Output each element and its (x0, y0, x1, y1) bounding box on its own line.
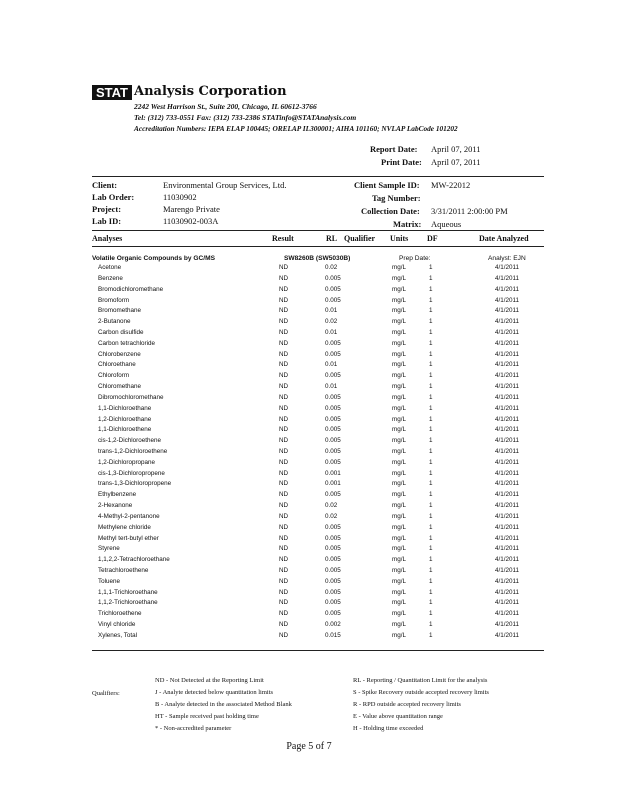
result-value: ND (279, 545, 289, 553)
units-value: mg/L (392, 502, 406, 509)
table-row (0, 405, 618, 416)
analyte-name: 2-Hexanone (98, 502, 133, 509)
company-address: 2242 West Harrison St., Suite 200, Chicago, IL 60612-3766 (134, 102, 317, 111)
analyte-name: 1,1,1-Trichloroethane (98, 588, 158, 596)
rl-value: 0.02 (325, 318, 338, 326)
result-value: ND (279, 328, 289, 336)
df-value: 1 (429, 383, 433, 390)
result-value: ND (279, 426, 289, 434)
qualifier-left-3: B - Analyte detected in the associated Method Blank (155, 701, 292, 708)
units-value: mg/L (392, 372, 406, 380)
units-value: mg/L (392, 545, 406, 553)
rl-value: 0.005 (325, 426, 341, 434)
df-value: 1 (429, 577, 433, 585)
client-sample-value: MW-22012 (431, 180, 471, 190)
df-value: 1 (429, 328, 433, 336)
table-row (0, 599, 618, 610)
date-analyzed-value: 4/1/2011 (495, 437, 520, 445)
rl-value: 0.01 (325, 361, 338, 369)
table-row (0, 351, 618, 362)
table-row (0, 264, 618, 275)
date-analyzed-value: 4/1/2011 (495, 577, 520, 585)
print-date: April 07, 2011 (431, 157, 481, 167)
header-top-rule (92, 176, 544, 177)
analyte-name: trans-1,2-Dichloroethene (98, 447, 168, 455)
analyte-name: 2-Butanone (98, 318, 131, 326)
rl-value: 0.005 (325, 610, 341, 618)
result-value: ND (279, 393, 289, 401)
date-analyzed-value: 4/1/2011 (495, 404, 520, 412)
df-value: 1 (429, 599, 433, 607)
units-value: mg/L (392, 610, 406, 618)
df-value: 1 (429, 491, 433, 499)
df-value: 1 (429, 264, 433, 271)
lab-id-label: Lab ID: (92, 216, 122, 226)
df-value: 1 (429, 469, 433, 477)
date-analyzed-value: 4/1/2011 (495, 447, 520, 455)
df-value: 1 (429, 512, 433, 520)
col-qualifier: Qualifier (344, 234, 376, 243)
date-analyzed-value: 4/1/2011 (495, 545, 520, 553)
analyte-name: 1,1-Dichloroethane (98, 404, 152, 412)
header-mid-rule (92, 230, 544, 231)
result-value: ND (279, 339, 289, 347)
date-analyzed-value: 4/1/2011 (495, 458, 520, 466)
df-value: 1 (429, 361, 433, 369)
rl-value: 0.005 (325, 534, 341, 542)
df-value: 1 (429, 437, 433, 445)
col-date-analyzed: Date Analyzed (479, 234, 529, 243)
result-value: ND (279, 383, 289, 390)
date-analyzed-value: 4/1/2011 (495, 264, 520, 271)
analyte-name: 1,2-Dichloroethane (98, 415, 152, 423)
table-row (0, 318, 618, 329)
lab-order-value: 11030902 (163, 192, 197, 202)
df-value: 1 (429, 426, 433, 434)
result-value: ND (279, 577, 289, 585)
date-analyzed-value: 4/1/2011 (495, 383, 520, 390)
date-analyzed-value: 4/1/2011 (495, 491, 520, 499)
analyte-name: Ethylbenzene (98, 491, 137, 499)
date-analyzed-value: 4/1/2011 (495, 307, 520, 315)
units-value: mg/L (392, 404, 406, 412)
result-value: ND (279, 458, 289, 466)
result-value: ND (279, 318, 289, 326)
units-value: mg/L (392, 318, 406, 326)
df-value: 1 (429, 545, 433, 553)
units-value: mg/L (392, 523, 406, 531)
rl-value: 0.005 (325, 545, 341, 553)
df-value: 1 (429, 350, 433, 358)
table-row (0, 437, 618, 448)
rl-value: 0.001 (325, 480, 341, 488)
df-value: 1 (429, 318, 433, 326)
collection-date-value: 3/31/2011 2:00:00 PM (431, 206, 508, 216)
df-value: 1 (429, 372, 433, 380)
df-value: 1 (429, 339, 433, 347)
analyte-name: 1,1,2,2-Tetrachloroethane (98, 556, 170, 564)
analyte-name: Chloroethane (98, 361, 136, 369)
rl-value: 0.005 (325, 458, 341, 466)
result-value: ND (279, 599, 289, 607)
table-row (0, 297, 618, 308)
qualifier-left-4: HT - Sample received past holding time (155, 713, 259, 720)
table-row (0, 621, 618, 632)
project-value: Marengo Private (163, 204, 220, 214)
result-value: ND (279, 447, 289, 455)
col-rl: RL (326, 234, 338, 243)
units-value: mg/L (392, 264, 406, 271)
analyte-name: Methyl tert-butyl ether (98, 534, 159, 542)
table-row (0, 567, 618, 578)
table-row (0, 394, 618, 405)
qualifiers-label: Qualifiers: (92, 690, 120, 697)
table-row (0, 632, 618, 643)
analyte-name: Chlorobenzene (98, 350, 141, 358)
table-row (0, 329, 618, 340)
method-group: Volatile Organic Compounds by GC/MS (92, 255, 215, 262)
table-row (0, 383, 618, 394)
table-row (0, 416, 618, 427)
result-value: ND (279, 415, 289, 423)
stat-logo: STAT (92, 85, 132, 100)
df-value: 1 (429, 415, 433, 423)
units-value: mg/L (392, 556, 406, 564)
qualifier-right-2: S - Spike Recovery outside accepted recovery limits (353, 689, 489, 696)
date-analyzed-value: 4/1/2011 (495, 567, 520, 574)
result-value: ND (279, 491, 289, 499)
units-value: mg/L (392, 285, 406, 293)
units-value: mg/L (392, 296, 406, 304)
result-value: ND (279, 264, 289, 271)
units-value: mg/L (392, 599, 406, 607)
result-value: ND (279, 285, 289, 293)
rl-value: 0.005 (325, 393, 341, 401)
df-value: 1 (429, 621, 433, 629)
date-analyzed-value: 4/1/2011 (495, 502, 520, 509)
table-row (0, 502, 618, 513)
analyte-name: Bromodichloromethane (98, 285, 164, 293)
date-analyzed-value: 4/1/2011 (495, 469, 520, 477)
rl-value: 0.005 (325, 447, 341, 455)
date-analyzed-value: 4/1/2011 (495, 512, 520, 520)
rl-value: 0.005 (325, 296, 341, 304)
table-row (0, 480, 618, 491)
rl-value: 0.002 (325, 621, 341, 629)
units-value: mg/L (392, 361, 406, 369)
analyte-name: Xylenes, Total (98, 631, 138, 639)
units-value: mg/L (392, 631, 406, 639)
df-value: 1 (429, 502, 433, 509)
tag-number-label: Tag Number: (372, 193, 421, 203)
lab-order-label: Lab Order: (92, 192, 135, 202)
analyte-name: trans-1,3-Dichloropropene (98, 480, 172, 488)
rl-value: 0.005 (325, 415, 341, 423)
df-value: 1 (429, 404, 433, 412)
date-analyzed-value: 4/1/2011 (495, 393, 520, 401)
units-value: mg/L (392, 339, 406, 347)
rl-value: 0.005 (325, 437, 341, 445)
table-row (0, 513, 618, 524)
result-value: ND (279, 631, 289, 639)
analyte-name: Styrene (98, 545, 120, 553)
analyte-name: 1,1,2-Trichloroethane (98, 599, 158, 607)
rl-value: 0.005 (325, 577, 341, 585)
client-label: Client: (92, 180, 118, 190)
result-value: ND (279, 621, 289, 629)
table-row (0, 361, 618, 372)
rl-value: 0.005 (325, 372, 341, 380)
report-date-label: Report Date: (370, 144, 418, 154)
df-value: 1 (429, 274, 433, 282)
table-row (0, 448, 618, 459)
df-value: 1 (429, 588, 433, 596)
rl-value: 0.005 (325, 523, 341, 531)
units-value: mg/L (392, 577, 406, 585)
table-row (0, 610, 618, 621)
qualifier-right-4: E - Value above quantitation range (353, 713, 443, 720)
qualifier-right-3: R - RPD outside accepted recovery limits (353, 701, 461, 708)
qualifier-left-1: ND - Not Detected at the Reporting Limit (155, 677, 264, 684)
analyte-name: Carbon tetrachloride (98, 339, 156, 347)
date-analyzed-value: 4/1/2011 (495, 350, 520, 358)
analyte-name: Chloroform (98, 372, 130, 380)
table-row (0, 535, 618, 546)
client-value: Environmental Group Services, Ltd. (163, 180, 287, 190)
rl-value: 0.01 (325, 328, 338, 336)
rl-value: 0.005 (325, 599, 341, 607)
analyst: Analyst: EJN (488, 255, 526, 262)
result-value: ND (279, 350, 289, 358)
df-value: 1 (429, 523, 433, 531)
units-value: mg/L (392, 534, 406, 542)
rl-value: 0.005 (325, 274, 341, 282)
units-value: mg/L (392, 393, 406, 401)
df-value: 1 (429, 307, 433, 315)
date-analyzed-value: 4/1/2011 (495, 621, 520, 629)
report-date: April 07, 2011 (431, 144, 481, 154)
analyte-name: 4-Methyl-2-pentanone (98, 512, 160, 520)
analyte-name: Bromomethane (98, 307, 142, 315)
result-value: ND (279, 361, 289, 369)
rl-value: 0.005 (325, 339, 341, 347)
result-value: ND (279, 588, 289, 596)
rl-value: 0.005 (325, 491, 341, 499)
analyte-name: Bromoform (98, 296, 130, 304)
date-analyzed-value: 4/1/2011 (495, 556, 520, 564)
print-date-label: Print Date: (381, 157, 422, 167)
units-value: mg/L (392, 588, 406, 596)
rl-value: 0.005 (325, 404, 341, 412)
analyte-name: Toluene (98, 577, 121, 585)
result-value: ND (279, 469, 289, 477)
analyte-name: Vinyl chloride (98, 621, 136, 629)
units-value: mg/L (392, 274, 406, 282)
date-analyzed-value: 4/1/2011 (495, 480, 520, 488)
table-row (0, 426, 618, 437)
date-analyzed-value: 4/1/2011 (495, 599, 520, 607)
result-value: ND (279, 404, 289, 412)
result-value: ND (279, 372, 289, 380)
company-contact: Tel: (312) 733-0551 Fax: (312) 733-2386 STATinfo@STATAnalysis.com (134, 113, 357, 122)
rl-value: 0.01 (325, 383, 338, 390)
date-analyzed-value: 4/1/2011 (495, 415, 520, 423)
page-number: Page 5 of 7 (286, 741, 332, 752)
date-analyzed-value: 4/1/2011 (495, 631, 520, 639)
date-analyzed-value: 4/1/2011 (495, 339, 520, 347)
rl-value: 0.005 (325, 556, 341, 564)
col-analyses: Analyses (92, 234, 123, 243)
rl-value: 0.005 (325, 350, 341, 358)
analyte-name: Chloromethane (98, 383, 142, 390)
rl-value: 0.005 (325, 567, 341, 574)
project-label: Project: (92, 204, 122, 214)
company-name: Analysis Corporation (134, 84, 287, 99)
df-value: 1 (429, 285, 433, 293)
units-value: mg/L (392, 447, 406, 455)
units-value: mg/L (392, 426, 406, 434)
prep-date: Prep Date: (399, 255, 431, 262)
matrix-label: Matrix: (393, 219, 422, 229)
matrix-value: Aqueous (431, 219, 462, 229)
rl-value: 0.01 (325, 307, 338, 315)
df-value: 1 (429, 610, 433, 618)
collection-date-label: Collection Date: (361, 206, 420, 216)
rl-value: 0.02 (325, 264, 338, 271)
units-value: mg/L (392, 480, 406, 488)
units-value: mg/L (392, 458, 406, 466)
analyte-name: Benzene (98, 274, 123, 282)
table-row (0, 286, 618, 297)
analyte-name: Tetrachloroethene (98, 567, 149, 574)
table-row (0, 491, 618, 502)
table-row (0, 307, 618, 318)
result-value: ND (279, 523, 289, 531)
units-value: mg/L (392, 415, 406, 423)
units-value: mg/L (392, 469, 406, 477)
units-value: mg/L (392, 307, 406, 315)
rl-value: 0.02 (325, 502, 338, 509)
analyte-name: Carbon disulfide (98, 328, 144, 336)
col-units: Units (390, 234, 409, 243)
analyte-name: Methylene chloride (98, 523, 151, 531)
date-analyzed-value: 4/1/2011 (495, 274, 520, 282)
date-analyzed-value: 4/1/2011 (495, 523, 520, 531)
result-value: ND (279, 296, 289, 304)
analyte-name: 1,1-Dichloroethene (98, 426, 152, 434)
units-value: mg/L (392, 350, 406, 358)
table-row (0, 589, 618, 600)
table-header-rule (92, 246, 544, 247)
analyte-name: Trichloroethene (98, 610, 142, 618)
method-code: SW8260B (SW5030B) (284, 255, 351, 262)
result-value: ND (279, 610, 289, 618)
date-analyzed-value: 4/1/2011 (495, 534, 520, 542)
date-analyzed-value: 4/1/2011 (495, 328, 520, 336)
table-row (0, 459, 618, 470)
df-value: 1 (429, 393, 433, 401)
col-df: DF (427, 234, 438, 243)
table-row (0, 524, 618, 535)
result-value: ND (279, 567, 289, 574)
result-value: ND (279, 512, 289, 520)
accreditation-numbers: Accreditation Numbers: IEPA ELAP 100445; ORELAP IL300001; AIHA 101160; NVLAP LabCode 101202 (134, 124, 458, 133)
result-value: ND (279, 556, 289, 564)
date-analyzed-value: 4/1/2011 (495, 296, 520, 304)
date-analyzed-value: 4/1/2011 (495, 426, 520, 434)
df-value: 1 (429, 480, 433, 488)
df-value: 1 (429, 567, 433, 574)
analyte-name: cis-1,2-Dichloroethene (98, 437, 161, 445)
table-row (0, 275, 618, 286)
units-value: mg/L (392, 491, 406, 499)
rl-value: 0.005 (325, 285, 341, 293)
table-row (0, 372, 618, 383)
result-value: ND (279, 502, 289, 509)
table-row (0, 556, 618, 567)
qualifier-right-1: RL - Reporting / Quantitation Limit for the analysis (353, 677, 488, 684)
lab-id-value: 11030902-003A (163, 216, 219, 226)
date-analyzed-value: 4/1/2011 (495, 361, 520, 369)
footer-rule (92, 650, 544, 651)
result-value: ND (279, 307, 289, 315)
rl-value: 0.001 (325, 469, 341, 477)
df-value: 1 (429, 556, 433, 564)
df-value: 1 (429, 447, 433, 455)
date-analyzed-value: 4/1/2011 (495, 372, 520, 380)
table-row (0, 545, 618, 556)
analyte-name: Dibromochloromethane (98, 393, 164, 401)
date-analyzed-value: 4/1/2011 (495, 610, 520, 618)
result-value: ND (279, 274, 289, 282)
date-analyzed-value: 4/1/2011 (495, 318, 520, 326)
units-value: mg/L (392, 437, 406, 445)
rl-value: 0.015 (325, 631, 341, 639)
units-value: mg/L (392, 621, 406, 629)
result-value: ND (279, 437, 289, 445)
units-value: mg/L (392, 512, 406, 520)
df-value: 1 (429, 631, 433, 639)
units-value: mg/L (392, 328, 406, 336)
rl-value: 0.005 (325, 588, 341, 596)
date-analyzed-value: 4/1/2011 (495, 285, 520, 293)
qualifier-right-5: H - Holding time exceeded (353, 725, 424, 732)
analyte-name: cis-1,3-Dichloropropene (98, 469, 165, 477)
col-result: Result (272, 234, 294, 243)
date-analyzed-value: 4/1/2011 (495, 588, 520, 596)
analyte-name: 1,2-Dichloropropane (98, 458, 156, 466)
client-sample-label: Client Sample ID: (354, 180, 420, 190)
table-row (0, 470, 618, 481)
qualifier-left-5: * - Non-accredited parameter (155, 725, 232, 732)
qualifier-left-2: J - Analyte detected below quantitation limits (155, 689, 274, 696)
units-value: mg/L (392, 567, 406, 574)
table-row (0, 578, 618, 589)
result-value: ND (279, 534, 289, 542)
rl-value: 0.02 (325, 512, 338, 520)
table-row (0, 340, 618, 351)
analyte-name: Acetone (98, 264, 122, 271)
df-value: 1 (429, 296, 433, 304)
df-value: 1 (429, 534, 433, 542)
units-value: mg/L (392, 383, 406, 390)
df-value: 1 (429, 458, 433, 466)
result-value: ND (279, 480, 289, 488)
